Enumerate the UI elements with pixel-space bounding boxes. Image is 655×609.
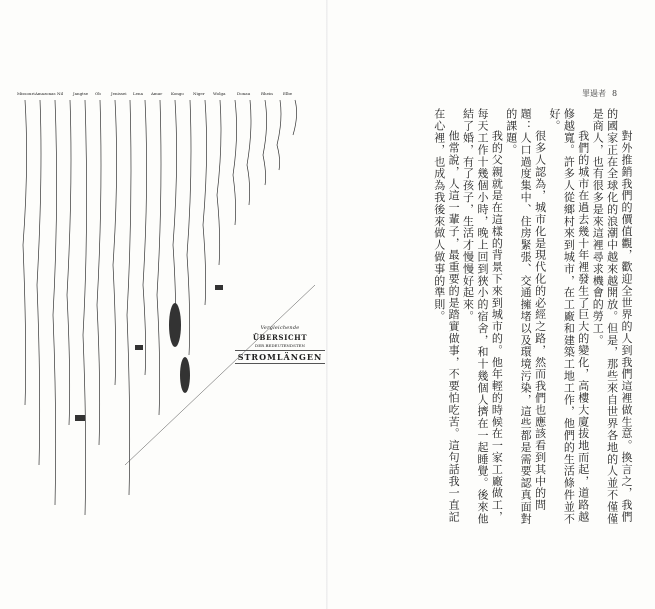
svg-text:Amur: Amur — [151, 91, 163, 96]
running-head-title: 罪過者 — [582, 89, 606, 98]
svg-text:Elbe: Elbe — [283, 91, 293, 96]
svg-text:Donau: Donau — [237, 91, 251, 96]
plate-main-title: STROMLÄNGEN — [235, 350, 325, 364]
svg-text:Lena: Lena — [133, 91, 143, 96]
svg-text:Ob: Ob — [95, 91, 101, 96]
running-header — [582, 88, 617, 99]
paragraph: 對外推銷我們的價值觀，歡迎全世界的人到我們這裡做生意。換言之，我們的國家正在全球化的浪潮中越來越開放。但是，那些來自世界各地的人並不僅僅是商人，也有很多是來這裡尋求機會的勞工。 — [591, 108, 633, 525]
paragraph: 我的父親就是在這樣的背景下來到城市的。他年輕的時候在一家工廠做工，每天工作十幾個小時，晚上回到狹小的宿舍，和十幾個人擠在一起睡覺。後來他結了婚，有了孩子，生活才慢慢好起來。 — [461, 108, 504, 525]
river-illustration — [15, 85, 315, 525]
paragraph: 我們的城市在過去幾十年裡發生了巨大的變化，高樓大廈拔地而起，道路越修越寬。許多人從鄉村來到城市，在工廠和建築工地工作，他們的生活條件並不好。 — [547, 108, 590, 525]
svg-text:Missouri: Missouri — [17, 91, 35, 96]
river-lengths-plate — [15, 85, 323, 525]
vertical-text-body — [370, 108, 633, 528]
svg-text:Amazonas: Amazonas — [35, 91, 56, 96]
svg-text:Nil: Nil — [57, 91, 64, 96]
svg-text:Niger: Niger — [193, 91, 205, 96]
book-gutter — [326, 0, 328, 609]
paragraph: 很多人認為，城市化是現代化的必經之路，然而我們也應該看到其中的問題：人口過度集中、住房緊張、交通擁堵以及環境污染，這些都是需要認真面對的課題。 — [504, 108, 547, 525]
plate-subheading: DER BEDEUTENDSTEN — [255, 343, 305, 348]
svg-text:Kongo: Kongo — [171, 91, 184, 96]
page-number: 8 — [612, 89, 618, 98]
svg-text:Rhein: Rhein — [261, 91, 273, 96]
plate-title — [235, 325, 325, 364]
plate-subtitle: Vergleichende — [260, 325, 300, 331]
plate-heading: ÜBERSICHT — [252, 333, 308, 342]
paragraph: 他常說，人這一輩子，最重要的是踏實做事，不要怕吃苦。這句話我一直記在心裡，也成為我後來做人做事的準則。 — [432, 108, 461, 523]
svg-text:Jangtse: Jangtse — [73, 91, 89, 96]
svg-text:Jenissei: Jenissei — [111, 91, 127, 96]
svg-text:Wolga: Wolga — [213, 91, 226, 96]
